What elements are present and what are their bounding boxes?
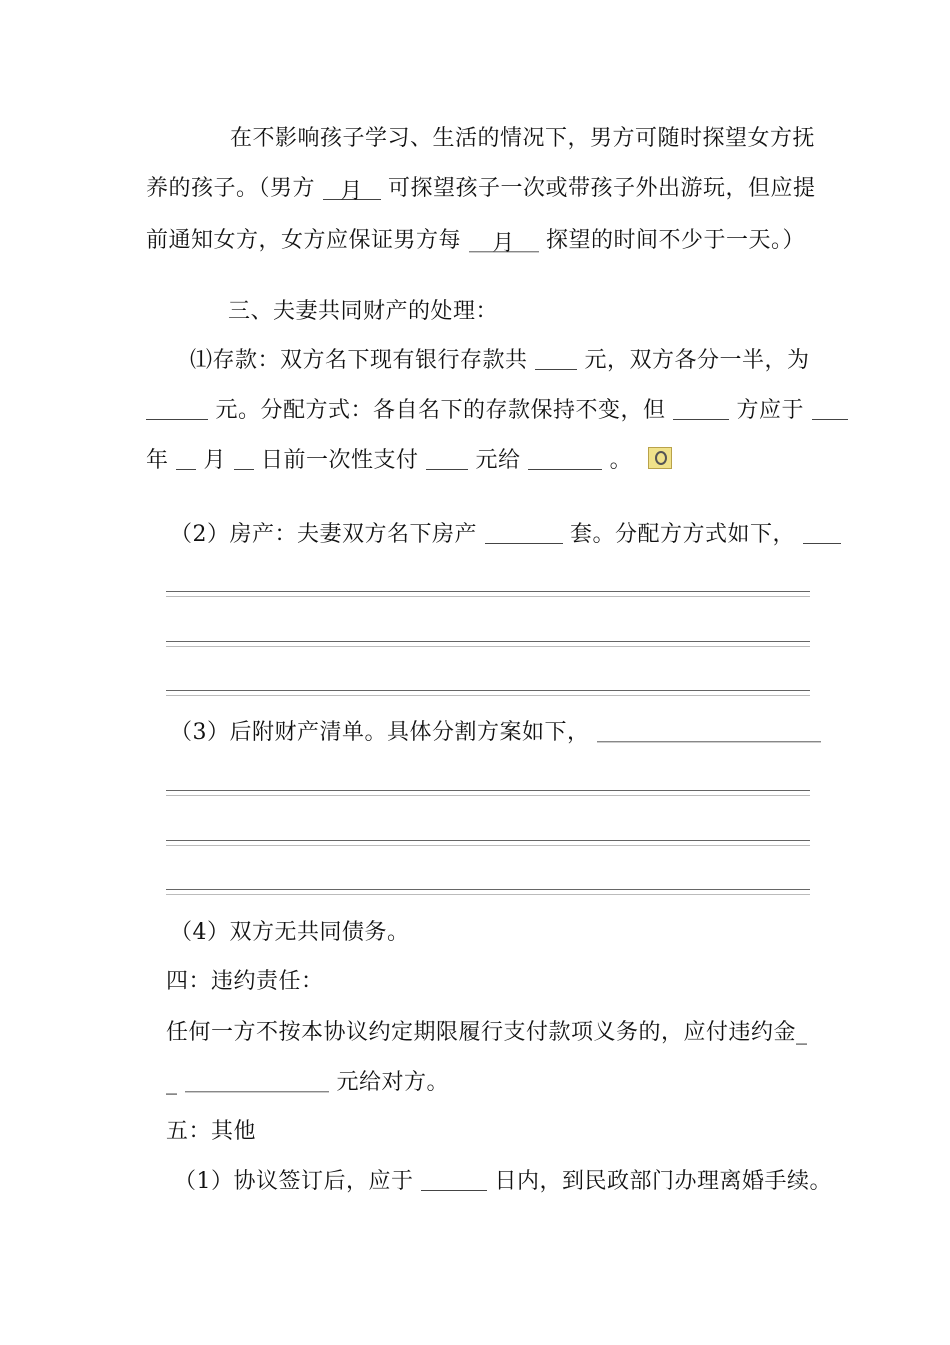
penalty-line-2-underscore: _ <box>166 1070 178 1095</box>
property-plan-line-3[interactable] <box>166 889 810 895</box>
month-blank-3[interactable] <box>176 447 196 470</box>
deposit-line-2 <box>146 396 848 426</box>
house-count-blank[interactable] <box>485 521 563 544</box>
debt-line: （4）双方无共同债务。 <box>170 920 410 945</box>
penalty-line-2-text: 元给对方。 <box>336 1070 450 1095</box>
divorce-procedure-text-a: （1）协议签订后，应于 <box>174 1169 414 1194</box>
property-plan-line-2[interactable] <box>166 840 810 846</box>
payer-party-blank[interactable] <box>673 397 729 420</box>
house-plan-blank[interactable] <box>803 521 841 544</box>
house-plan-line-2[interactable] <box>166 641 810 647</box>
penalty-line-1: 任何一方不按本协议约定期限履行支付款项义务的，应付违约金_ <box>166 1020 808 1045</box>
penalty-line-2 <box>166 1068 449 1098</box>
house-line-1-text-a: （2）房产：夫妻双方名下房产 <box>170 522 477 547</box>
visit-line-3 <box>146 226 805 256</box>
section-3-heading: 三、夫妻共同财产的处理： <box>228 299 499 324</box>
edit-note-icon[interactable] <box>648 447 672 469</box>
deposit-line-1 <box>190 346 810 376</box>
deposit-line-3-text-d: 元给 <box>475 448 521 473</box>
deposit-line-1-text-b: 元，双方各分一半，为 <box>584 348 810 373</box>
deposit-total-blank[interactable] <box>535 347 577 370</box>
section-4-heading: 四：违约责任： <box>166 969 324 994</box>
deposit-line-3-month: 月 <box>203 448 227 473</box>
visit-line-2-text-a: 养的孩子。（男方 <box>146 176 316 201</box>
house-plan-line-1[interactable] <box>166 591 810 597</box>
year-blank[interactable] <box>812 397 848 420</box>
divorce-procedure-text-b: 日内，到民政部门办理离婚手续。 <box>494 1169 833 1194</box>
deposit-line-3-text-e: 。 <box>609 448 633 473</box>
visit-line-1: 在不影响孩子学习、生活的情况下，男方可随时探望女方抚 <box>230 126 816 151</box>
payee-blank[interactable] <box>528 447 602 470</box>
divorce-procedure-line <box>174 1167 832 1197</box>
deposit-line-3 <box>146 446 672 476</box>
day-blank[interactable] <box>234 447 254 470</box>
deposit-line-2-text-a: 元。分配方式：各自名下的存款保持不变，但 <box>215 398 666 423</box>
visit-line-3-text-b: 探望的时间不少于一天。） <box>546 228 806 253</box>
penalty-amount-blank[interactable] <box>185 1069 329 1092</box>
house-line-1-text-b: 套。分配方方式如下， <box>570 522 796 547</box>
month-blank-2[interactable]: 月 <box>469 229 539 252</box>
days-blank[interactable] <box>421 1168 487 1191</box>
deposit-half-blank[interactable] <box>146 397 208 420</box>
property-list-text: （3）后附财产清单。具体分割方案如下， <box>170 720 590 745</box>
month-blank-1[interactable]: 月 <box>323 177 381 200</box>
house-line-1 <box>170 520 841 550</box>
deposit-line-2-text-b: 方应于 <box>736 398 805 423</box>
deposit-line-3-text-c: 日前一次性支付 <box>261 448 419 473</box>
property-list-line-1 <box>170 718 821 748</box>
house-plan-line-3[interactable] <box>166 690 810 696</box>
property-plan-blank[interactable] <box>597 719 821 742</box>
visit-line-2-text-b: 可探望孩子一次或带孩子外出游玩，但应提 <box>388 176 816 201</box>
visit-line-3-text-a: 前通知女方，女方应保证男方每 <box>146 228 462 253</box>
deposit-line-3-year: 年 <box>146 448 169 473</box>
property-plan-line-1[interactable] <box>166 790 810 796</box>
payment-amount-blank[interactable] <box>426 447 468 470</box>
section-5-heading: 五：其他 <box>166 1119 257 1144</box>
deposit-line-1-text-a: ⑴存款：双方名下现有银行存款共 <box>190 348 528 373</box>
visit-line-2 <box>146 174 816 204</box>
